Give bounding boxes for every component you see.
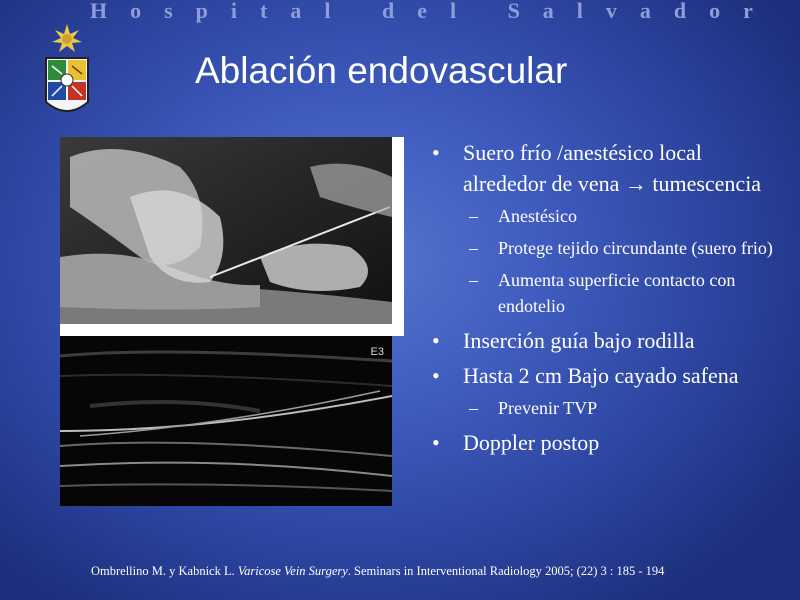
slide-title: Ablación endovascular (195, 50, 568, 91)
citation-prefix: Ombrellino M. y Kabnick L. (91, 564, 238, 578)
ultrasound-image (60, 336, 392, 506)
sub-bullet-item (432, 395, 782, 421)
bullet-marker: – (469, 270, 478, 290)
citation-footer (91, 564, 664, 579)
bullet-text: Prevenir TVP (498, 398, 598, 418)
sub-bullet-item (432, 235, 782, 261)
citation-title: Varicose Vein Surgery (237, 564, 348, 578)
image-border (392, 137, 404, 325)
image-border-strip (60, 324, 404, 336)
bullet-list (432, 137, 782, 462)
hospital-header: Hospital del Salvador (90, 0, 776, 23)
bullet-item (432, 360, 782, 391)
bullet-text: Doppler postop (463, 430, 600, 455)
bullet-marker: • (432, 363, 440, 388)
sub-bullet-item (432, 203, 782, 229)
hospital-crest-logo (38, 22, 96, 122)
bullet-text: Aumenta superficie contacto con endotelio (498, 270, 736, 316)
bullet-marker: • (432, 430, 440, 455)
sub-bullet-item (432, 267, 782, 319)
citation-suffix: . Seminars in Interventional Radiology 2005; (22) 3 : 185 - 194 (347, 564, 665, 578)
bullet-marker: – (469, 398, 478, 418)
procedure-photo (60, 137, 392, 324)
bullet-text: Suero frío /anestésico local alrededor de vena → tumescencia (463, 140, 762, 196)
bullet-item (432, 137, 782, 199)
bullet-item (432, 427, 782, 458)
bullet-text: Inserción guía bajo rodilla (463, 328, 695, 353)
ultrasound-label: E3 (370, 346, 384, 358)
bullet-marker: – (469, 238, 478, 258)
bullet-text: Anestésico (498, 206, 577, 226)
bullet-text: Hasta 2 cm Bajo cayado safena (463, 363, 739, 388)
bullet-marker: • (432, 328, 440, 353)
bullet-marker: • (432, 140, 440, 165)
bullet-text: Protege tejido circundante (suero frio) (498, 238, 773, 258)
bullet-item (432, 325, 782, 356)
bullet-marker: – (469, 206, 478, 226)
